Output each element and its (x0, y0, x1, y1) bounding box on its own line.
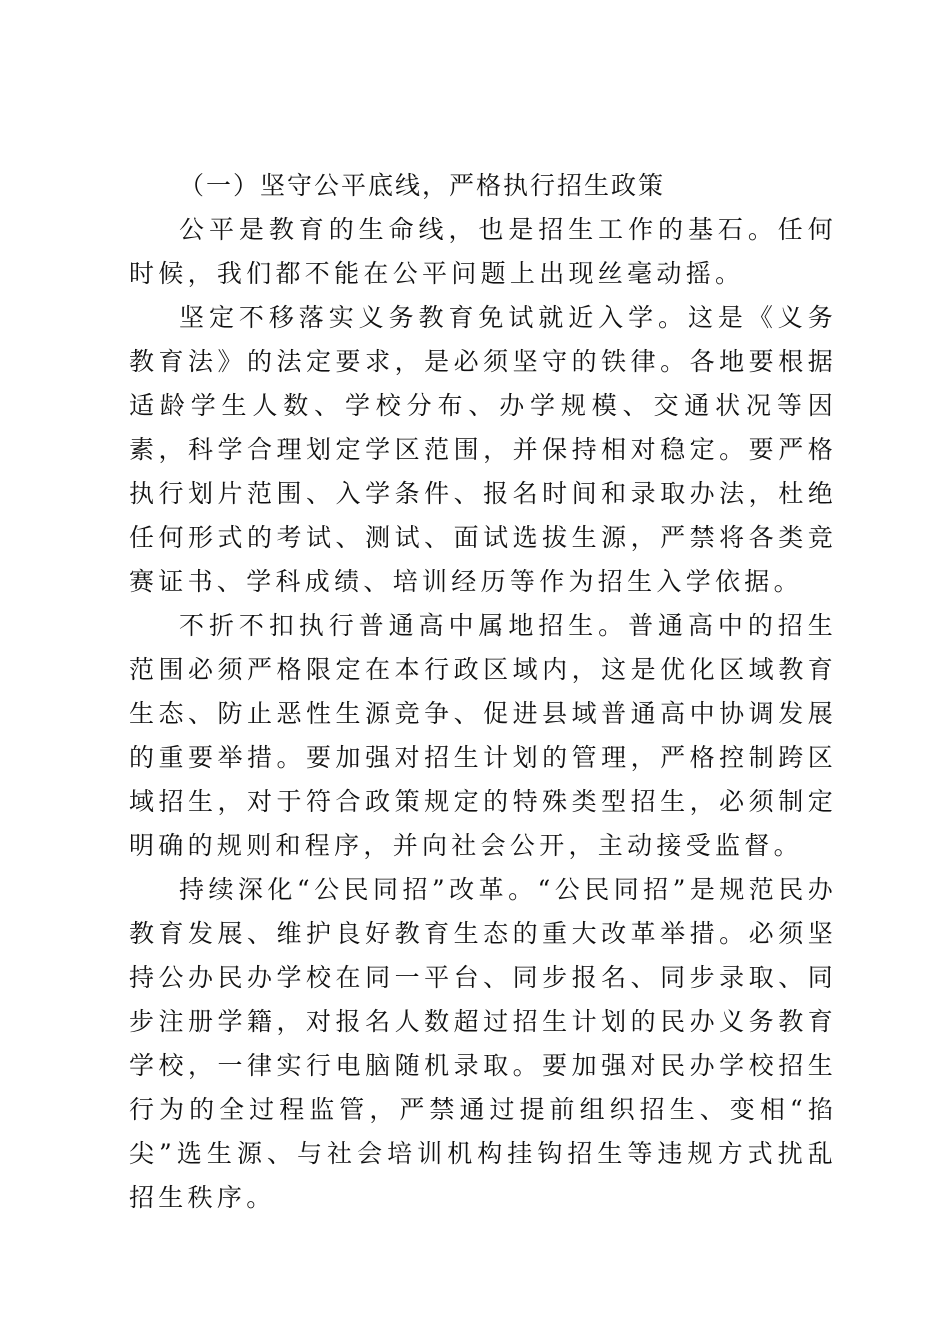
paragraph-high-school: 不折不扣执行普通高中属地招生。普通高中的招生范围必须严格限定在本行政区域内，这是优化区域教育生态、防止恶性生源竞争、促进县域普通高中协调发展的重要举措。要加强对招生计划的管理，严格控制跨区域招生，对于符合政策规定的特殊类型招生，必须制定明确的规则和程序，并向社会公开，主动接受监督。 (129, 611, 837, 860)
paragraph-compulsory-education: 坚定不移落实义务教育免试就近入学。这是《义务教育法》的法定要求，是必须坚守的铁律。各地要根据适龄学生人数、学校分布、办学规模、交通状况等因素，科学合理划定学区范围，并保持相对稳定。要严格执行划片范围、入学条件、报名时间和录取办法，杜绝任何形式的考试、测试、面试选拔生源，严禁将各类竞赛证书、学科成绩、培训经历等作为招生入学依据。 (129, 303, 837, 596)
section-heading: （一）坚守公平底线，严格执行招生政策 (179, 171, 666, 200)
paragraph-fairness: 公平是教育的生命线，也是招生工作的基石。任何时候，我们都不能在公平问题上出现丝毫动摇。 (129, 215, 837, 288)
document-body (129, 164, 837, 1220)
paragraph-public-private: 持续深化“公民同招”改革。“公民同招”是规范民办教育发展、维护良好教育生态的重大改革举措。必须坚持公办民办学校在同一平台、同步报名、同步录取、同步注册学籍，对报名人数超过招生计划的民办义务教育学校，一律实行电脑随机录取。要加强对民办学校招生行为的全过程监管，严禁通过提前组织招生、变相“掐尖”选生源、与社会培训机构挂钩招生等违规方式扰乱招生秩序。 (129, 875, 837, 1212)
